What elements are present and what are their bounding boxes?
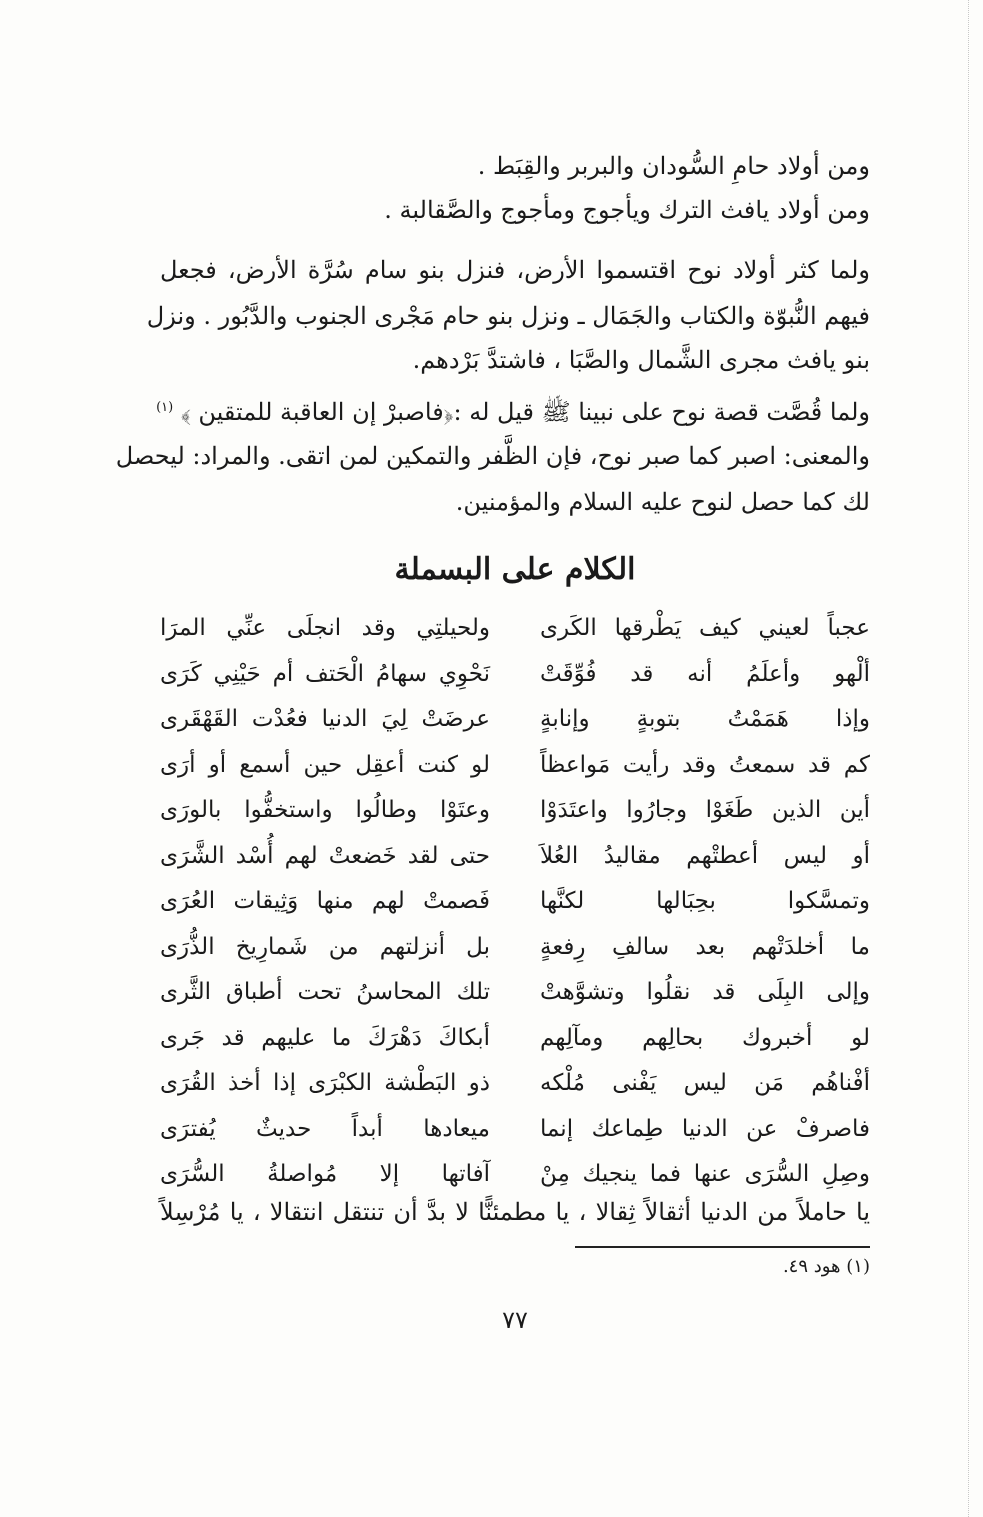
verse-second-hemistich: فَصمتْ لهم منها وَثِيقات العُرَى	[160, 888, 490, 914]
text-line-1: ومن أولاد حامِ السُّودان والبربر والقِبَط .	[477, 152, 870, 180]
verse-first-hemistich: ألْهو وأعلَمُ أنه قد فُوِّقَتْ	[540, 660, 870, 687]
text-line-2: ومن أولاد يافث الترك ويأجوج ومأجوج والصَّقالبة .	[384, 196, 870, 224]
verse-second-hemistich: نَحْوِي سهامُ الْحَتف أم حَيْنِي كَرَى	[160, 660, 490, 687]
verse-first-hemistich: وإذا هَمَمْتُ بتوبةٍ وإنابةٍ	[540, 706, 870, 732]
text-line-8: لك كما حصل لنوح عليه السلام والمؤمنين.	[455, 488, 870, 516]
verse-first-hemistich: لو أخبروك بحالِهم ومآلِهم	[540, 1024, 870, 1051]
text-line-4: فيهم النُّبوّة والكتاب والجَمَال ـ ونزل بنو حام مَجْرى الجنوب والدَّبُور . ونزل	[146, 302, 870, 330]
verse-second-hemistich: بل أنزلتهم من شَمارِيخ الذُّرَى	[160, 933, 490, 960]
verse-row	[160, 608, 870, 654]
verse-first-hemistich: ما أخلدَتْهم بعد سالفِ رِفعةٍ	[540, 933, 870, 960]
text-line-6	[156, 388, 870, 432]
footnote-marker: (١)	[156, 400, 174, 415]
footnote: (١) هود ٤٩.	[782, 1256, 870, 1277]
verse-row	[160, 745, 870, 791]
verse-second-hemistich: ولحيلتِي وقد انجلَى عنِّي المرَا	[160, 615, 490, 641]
section-heading: الكلام على البسملة	[394, 552, 636, 587]
verse-row	[160, 699, 870, 745]
verse-second-hemistich: ميعادها أبداً حديثٌ يُفترَى	[160, 1115, 490, 1142]
verse-row	[160, 972, 870, 1018]
text-line-7: والمعنى: اصبر كما صبر نوح، فإن الظَّفر والتمكين لمن اتقى. والمراد: ليحصل	[115, 442, 870, 470]
verse-first-hemistich: أفْناهُم مَن ليس يَفْنى مُلْكه	[540, 1070, 870, 1096]
verse-second-hemistich: وعتَوْا وطالُوا واستخفُّوا بالورَى	[160, 797, 490, 823]
text-line-5: بنو يافث مجرى الشَّمال والصَّبَا ، فاشتدَّ بَرْدهم.	[412, 346, 870, 374]
verse-first-hemistich: كم قد سمعتُ وقد رأيت مَواعظاً	[540, 751, 870, 778]
verse-first-hemistich: وتمسَّكوا بحِبَالها لكنَّها	[540, 888, 870, 914]
text-line-6-body: ولما قُصَّت قصة نوح على نبينا ﷺ قيل له :﴿فاصبرْ إن العاقبة للمتقين ﴾	[180, 398, 870, 426]
book-page	[115, 0, 870, 1517]
verse-first-hemistich: أو ليس أعطتْهم مقاليدُ العُلاَ	[540, 842, 870, 869]
verse-first-hemistich: أين الذين طَغَوْا وجارُوا واعتَدَوْا	[540, 797, 870, 823]
text-line-3: ولما كثر أولاد نوح اقتسموا الأرض، فنزل بنو سام سُرَّة الأرض، فجعل	[160, 256, 870, 284]
footnote-rule	[575, 1246, 870, 1248]
verse-first-hemistich: فاصرفْ عن الدنيا طِماعك إنما	[540, 1115, 870, 1142]
verse-first-hemistich: عجباً لعيني كيف يَطْرقها الكَرى	[540, 615, 870, 641]
closing-line: يا حاملاً من الدنيا أثقالاً ثِقالا ، يا مطمئنًّا لا بدَّ أن تنتقل انتقالا ، يا مُرْسِلاً	[160, 1198, 870, 1226]
verse-row	[160, 790, 870, 836]
verse-second-hemistich: ذو البَطْشة الكبْرَى إذا أخذ القُرَى	[160, 1070, 490, 1096]
verse-first-hemistich: وصِلِ السُّرَى عنها فما ينجيك مِنْ	[540, 1161, 870, 1187]
verse-row	[160, 1109, 870, 1155]
verse-second-hemistich: آفاتها إلا مُواصلةُ السُّرَى	[160, 1161, 490, 1187]
verse-row	[160, 1018, 870, 1064]
verse-second-hemistich: عرضَتْ لِيَ الدنيا فعُدْت القَهْقَرى	[160, 706, 490, 732]
verse-first-hemistich: وإلى البِلَى قد نقلُوا وتشوَّهتْ	[540, 979, 870, 1005]
verse-second-hemistich: أبكاكَ دَهْرَكَ ما عليهم قد جَرى	[160, 1024, 490, 1051]
verse-second-hemistich: تلك المحاسنُ تحت أطباق الثَّرى	[160, 979, 490, 1005]
verse-row	[160, 1063, 870, 1109]
verse-row	[160, 881, 870, 927]
verse-row	[160, 927, 870, 973]
page-edge	[968, 0, 970, 1517]
verse-row	[160, 836, 870, 882]
verse-second-hemistich: لو كنت أعقِل حين أسمع أو أرَى	[160, 751, 490, 778]
verse-row	[160, 654, 870, 700]
verse-second-hemistich: حتى لقد خَضعتْ لهم أُسْد الشَّرَى	[160, 842, 490, 869]
page-number: ٧٧	[502, 1306, 528, 1334]
